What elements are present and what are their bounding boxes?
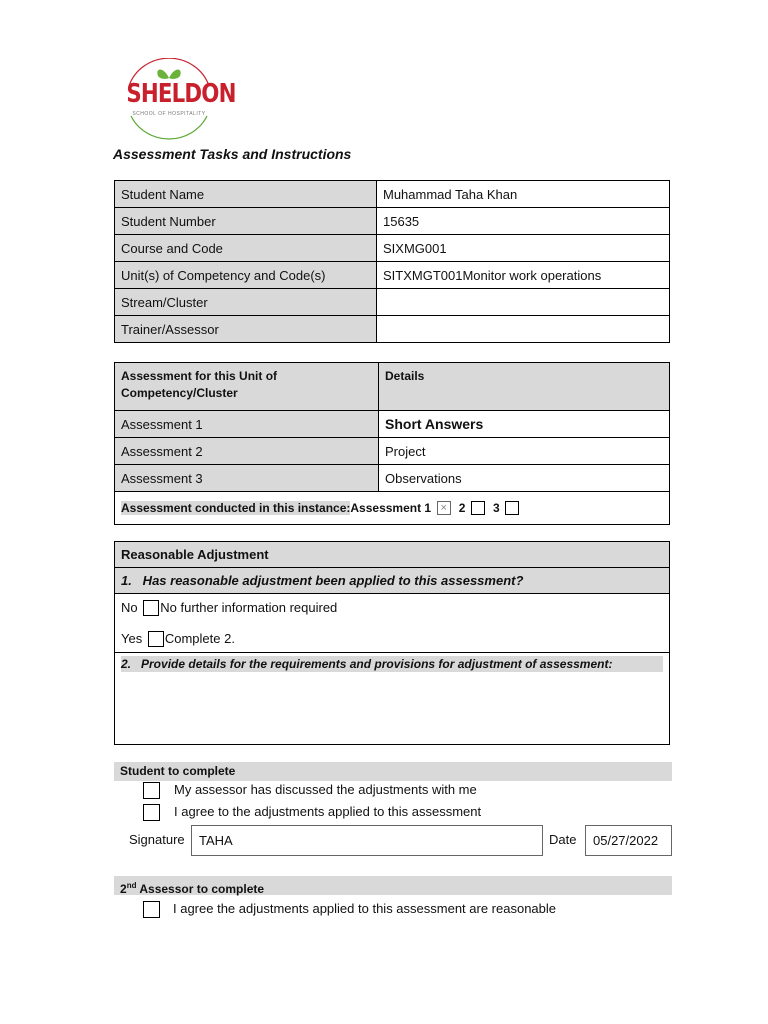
table-row (115, 262, 670, 289)
value-assessment-3: Observations (379, 465, 670, 492)
yes-label: Yes (121, 631, 143, 646)
table-row (115, 411, 670, 438)
student-info-table (114, 180, 670, 343)
value-assessment-2: Project (379, 438, 670, 465)
question-1-options (115, 594, 670, 653)
label-assessment-1: Assessment 1 (115, 411, 379, 438)
signature-label: Signature (129, 832, 185, 847)
table-row (115, 235, 670, 262)
label-student-name: Student Name (115, 181, 377, 208)
label-trainer-assessor: Trainer/Assessor (115, 316, 377, 343)
label-assessment-2: Assessment 2 (115, 438, 379, 465)
conducted-assessment-1-label: Assessment 1 (350, 501, 432, 516)
student-agree-text: I agree to the adjustments applied to this assessment (174, 804, 482, 819)
assessment-1-checkbox[interactable]: × (437, 501, 451, 515)
reasonable-adjustment-title: Reasonable Adjustment (115, 542, 670, 568)
table-row (115, 438, 670, 465)
value-student-name[interactable]: Muhammad Taha Khan (377, 181, 670, 208)
label-student-number: Student Number (115, 208, 377, 235)
assessor-agree-text: I agree the adjustments applied to this assessment are reasonable (173, 901, 557, 916)
table-row (115, 289, 670, 316)
assessment-2-checkbox[interactable] (471, 501, 485, 515)
question-2: 2. Provide details for the requirements and provisions for adjustment of assessment: (121, 656, 663, 672)
question-2-cell[interactable] (115, 653, 670, 745)
logo-wordmark: SHELDON (126, 79, 236, 109)
table-row (115, 181, 670, 208)
assessment-table (114, 362, 670, 525)
label-unit-competency: Unit(s) of Competency and Code(s) (115, 262, 377, 289)
reasonable-adjustment-table (114, 541, 670, 745)
no-checkbox[interactable] (143, 600, 159, 616)
label-stream-cluster: Stream/Cluster (115, 289, 377, 316)
conducted-label: Assessment conducted in this instance: (121, 501, 351, 516)
value-student-number[interactable]: 15635 (377, 208, 670, 235)
value-assessment-1: Short Answers (379, 411, 670, 438)
value-stream-cluster[interactable] (377, 289, 670, 316)
assessment-3-checkbox[interactable] (505, 501, 519, 515)
value-unit-competency[interactable]: SITXMGT001Monitor work operations (377, 262, 670, 289)
page-title: Assessment Tasks and Instructions (113, 146, 352, 162)
table-row (115, 316, 670, 343)
sheldon-logo (117, 58, 236, 142)
assessor-agree-checkbox[interactable] (143, 901, 160, 918)
question-1: 1. Has reasonable adjustment been applied to this assessment? (115, 568, 670, 594)
value-course-code[interactable]: SIXMG001 (377, 235, 670, 262)
table-row (115, 492, 670, 525)
label-course-code: Course and Code (115, 235, 377, 262)
conducted-2-label: 2 (458, 501, 466, 516)
value-trainer-assessor[interactable] (377, 316, 670, 343)
header-assessment: Assessment for this Unit of Competency/Cluster (115, 363, 379, 411)
yes-checkbox[interactable] (148, 631, 164, 647)
table-row (115, 208, 670, 235)
table-row (115, 465, 670, 492)
yes-text: Complete 2. (164, 631, 235, 646)
no-text: No further information required (160, 600, 338, 616)
assessment-conducted-row (115, 492, 670, 525)
label-assessment-3: Assessment 3 (115, 465, 379, 492)
conducted-3-label: 3 (493, 501, 500, 516)
student-section-title: Student to complete (114, 762, 672, 781)
header-details: Details (379, 363, 670, 411)
student-discussed-checkbox[interactable] (143, 782, 160, 799)
assessor-section-title: 2nd Assessor to complete (114, 876, 672, 895)
date-label: Date (549, 832, 577, 847)
logo-subtitle: SCHOOL OF HOSPITALITY (132, 111, 206, 117)
student-agree-checkbox[interactable] (143, 804, 160, 821)
signature-input[interactable]: TAHA (191, 825, 543, 856)
no-label: No (121, 600, 138, 616)
date-input[interactable]: 05/27/2022 (585, 825, 672, 856)
student-discussed-text: My assessor has discussed the adjustments with me (174, 782, 477, 797)
table-header-row (115, 363, 670, 411)
